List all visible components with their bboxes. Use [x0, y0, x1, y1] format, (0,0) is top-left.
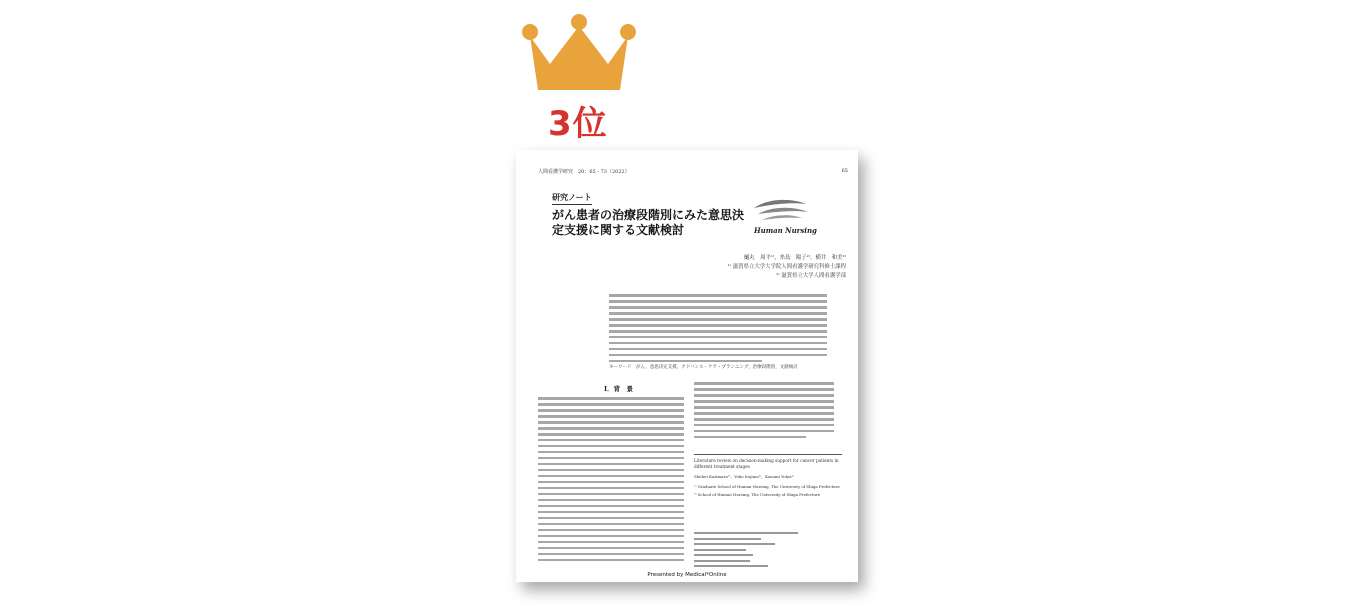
english-abstract-block — [694, 454, 842, 500]
paper-header — [538, 168, 848, 175]
article-title: がん患者の治療段階別にみた意思決定支援に関する文献検討 — [552, 208, 745, 237]
affiliation-1: ¹⁾ 滋賀県立大学大学院人間看護学研究科修士課程 — [727, 264, 846, 270]
footer-credit: Presented by Medical*Online — [647, 572, 727, 578]
english-affiliation-1: ¹⁾ Graduate School of Human Nursing, The University of Shiga Prefecture — [694, 484, 840, 489]
body-column-right — [694, 382, 834, 442]
author-block — [728, 254, 846, 281]
rank-label: 3位 — [548, 104, 608, 144]
crown-icon — [520, 12, 638, 92]
paper-thumbnail[interactable] — [516, 150, 858, 582]
english-affiliation-2: ²⁾ School of Human Nursing, The University of Shiga Prefecture — [694, 492, 821, 497]
authors: 樋丸 周平¹⁾，糸島 陽子²⁾，横井 和美²⁾ — [743, 255, 846, 261]
article-category: 研究ノート — [552, 192, 592, 205]
body-column-left — [538, 397, 684, 565]
article-meta — [694, 532, 842, 571]
affiliation-2: ²⁾ 滋賀県立大学人間看護学部 — [776, 273, 846, 279]
section-heading: Ⅰ．背 景 — [604, 385, 634, 393]
english-authors: Shuhei Kazimaru¹⁾，Yoko Itojima²⁾，Kazumi Yokoi²⁾ — [694, 474, 795, 479]
page-number: 65 — [841, 168, 848, 174]
keywords: キーワード がん，意思決定支援，アドバンス・ケア・プランニング，治療段階別，文献検討 — [609, 365, 798, 370]
english-title: Literature review on decision-making support for cancer patients in different treatment stages — [694, 458, 839, 469]
abstract-text — [609, 294, 827, 366]
journal-citation: 人間看護学研究 20：65 - 73（2022） — [538, 169, 630, 175]
logo-text: Human Nursing — [754, 226, 817, 235]
